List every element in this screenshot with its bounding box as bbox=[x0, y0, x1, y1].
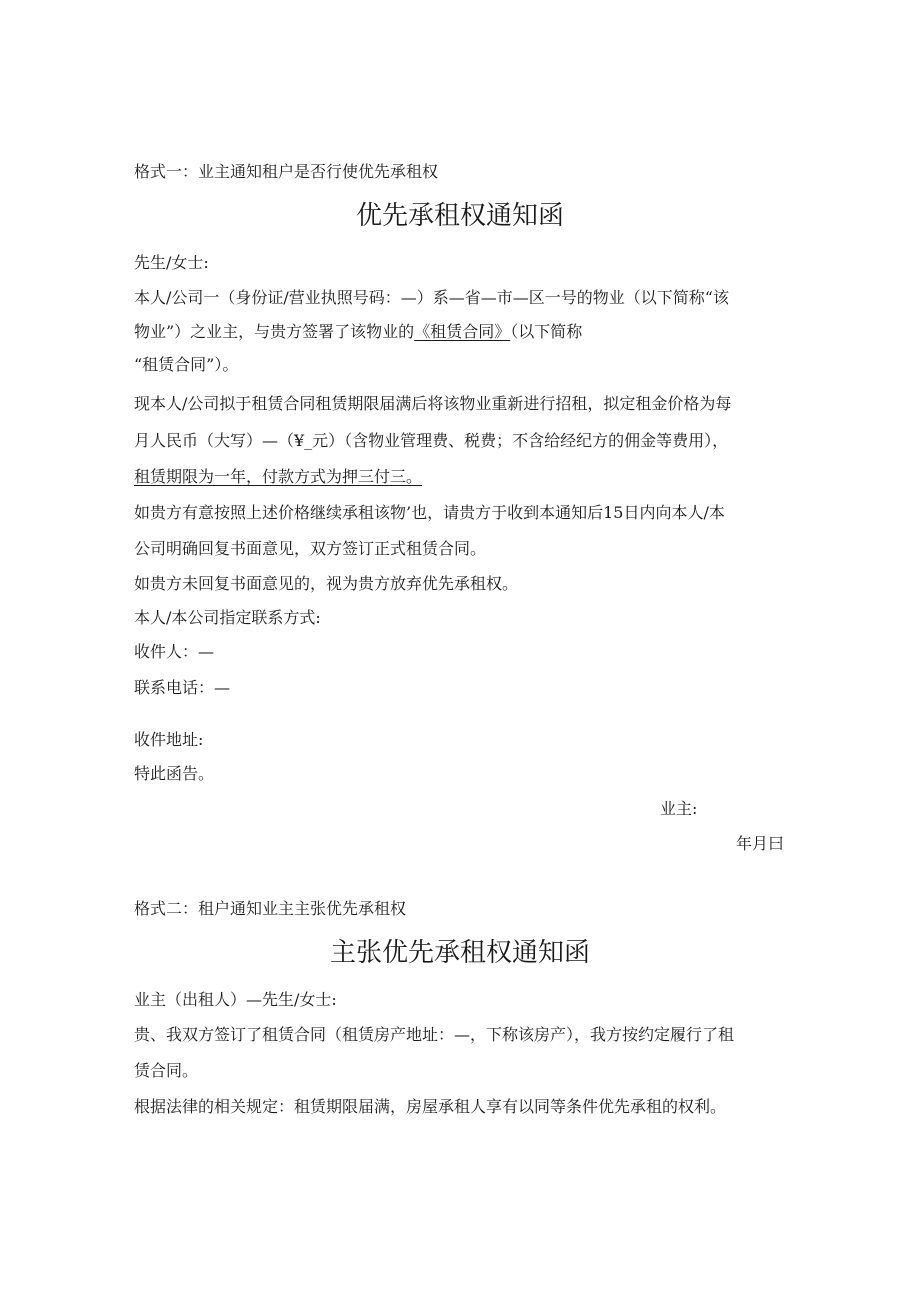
section-2-paragraph-2: 根据法律的相关规定：租赁期限届满，房屋承租人享有以同等条件优先承租的权利。 bbox=[134, 1097, 727, 1116]
contact-heading: 本人/本公司指定联系方式: bbox=[134, 608, 321, 627]
closing-line: 特此函告。 bbox=[134, 764, 215, 783]
paragraph-2-line-3: 租赁期限为一年，付款方式为押三付三。 bbox=[134, 467, 423, 486]
owner-signature: 业主: bbox=[660, 799, 698, 818]
notice-title-2: 主张优先承租权通知函 bbox=[329, 938, 590, 968]
paragraph-2-line-2: 月人民币（大写）—（¥_元）（含物业管理费、税费；不含给经纪方的佣金等费用）， bbox=[134, 431, 729, 450]
date-line: 年月曰 bbox=[736, 834, 785, 853]
phone-line: 联系电话：— bbox=[134, 678, 231, 697]
address-line: 收件地址: bbox=[134, 730, 204, 749]
section-2-paragraph-1-line-1: 贵、我双方签订了租赁合同（租赁房产地址：—，下称该房产），我方按约定履行了租 bbox=[134, 1025, 735, 1044]
notice-title-1: 优先承租权通知函 bbox=[355, 201, 564, 231]
lease-contract-reference: 《租赁合同》 bbox=[414, 322, 511, 341]
salutation-1: 先生/女士: bbox=[134, 253, 209, 272]
paragraph-3-line-1: 如贵方有意按照上述价格继续承租该物’也，请贵方于收到本通知后15日内向本人/本 bbox=[134, 503, 725, 522]
paragraph-3-line-2: 公司明确回复书面意见，双方签订正式租赁合同。 bbox=[134, 539, 487, 558]
recipient-line: 收件人：— bbox=[134, 642, 215, 661]
paragraph-1-line-1: 本人/公司一（身份证/营业执照号码：—）系—省—市—区一号的物业（以下简称“该 bbox=[134, 288, 729, 307]
section-2-paragraph-1-line-2: 赁合同。 bbox=[134, 1061, 199, 1080]
paragraph-1-line-2-part-c: （以下简称 bbox=[510, 322, 583, 341]
format-one-label: 格式一：业主通知租户是否行使优先承租权 bbox=[134, 162, 439, 181]
paragraph-1-line-2 bbox=[134, 322, 582, 342]
format-two-label: 格式二：租户通知业主主张优先承租权 bbox=[134, 899, 407, 918]
paragraph-4: 如贵方未回复书面意见的，视为贵方放弃优先承租权。 bbox=[134, 574, 519, 593]
paragraph-2-line-1: 现本人/公司拟于租赁合同租赁期限届满后将该物业重新进行招租，拟定租金价格为每 bbox=[134, 394, 732, 413]
paragraph-1-line-2-part-a: 物业”）之业主，与贵方签署了该物业的 bbox=[134, 322, 415, 341]
paragraph-1-line-3: “租赁合同”）。 bbox=[134, 355, 239, 374]
salutation-2: 业主（出租人）—先生/女士: bbox=[134, 990, 337, 1009]
